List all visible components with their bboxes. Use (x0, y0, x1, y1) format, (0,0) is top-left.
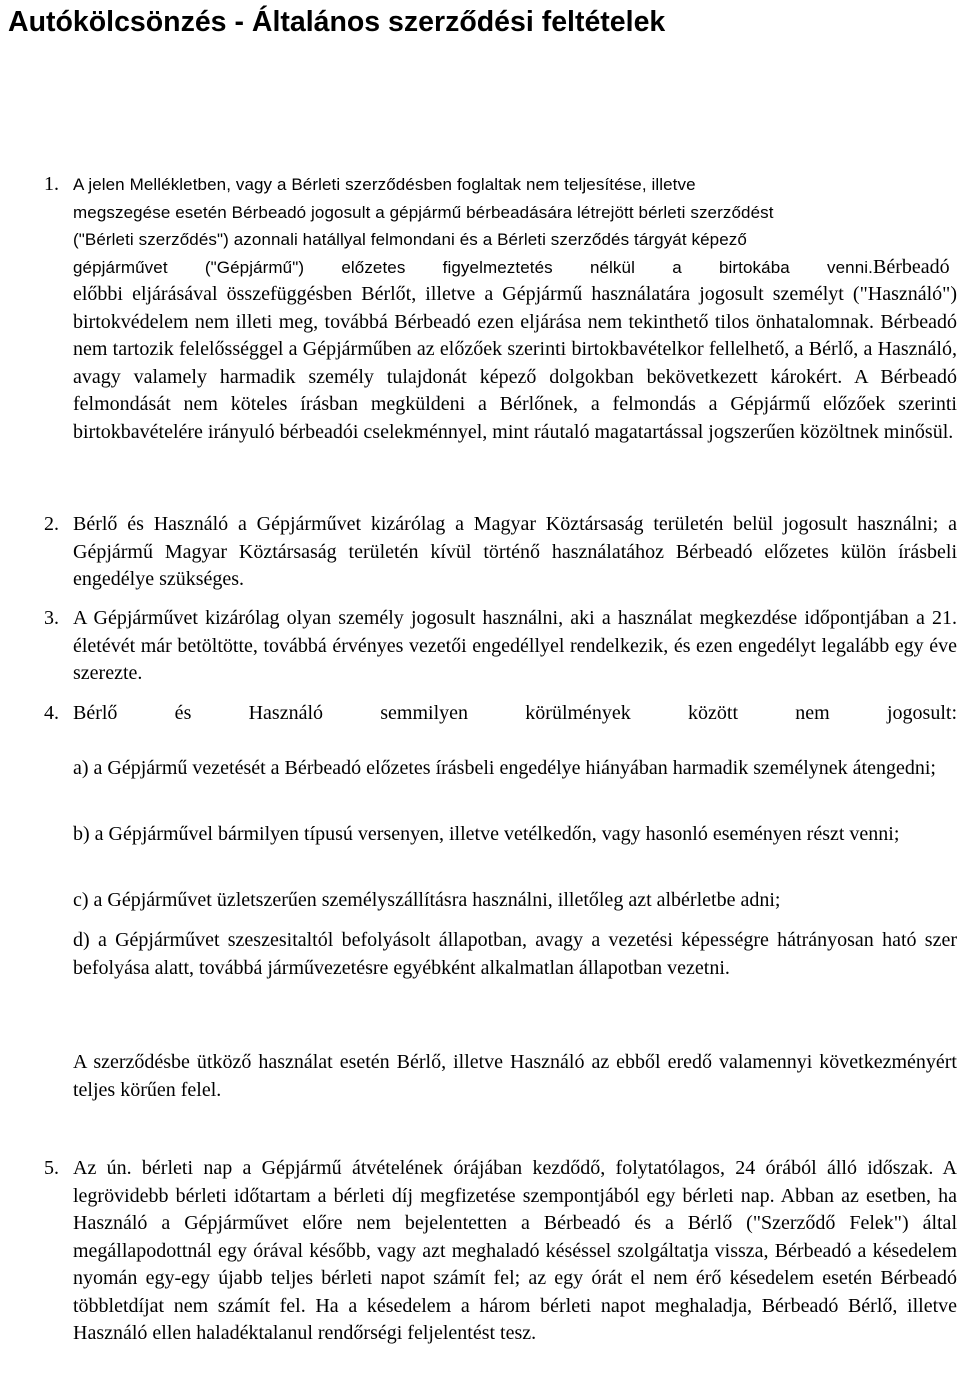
section-number: 5. (44, 1157, 59, 1179)
section-1-sans-line-2: megszegése esetén Bérbeadó jogosult a gépjármű bérbeadására létrejött bérleti szerződést (73, 202, 774, 222)
section-1-sans-line-4: gépjárművet ("Gépjármű") előzetes figyelmeztetés nélkül a birtokába venni. (73, 257, 873, 277)
section-number: 1. (44, 173, 59, 195)
section-5-text: Az ún. bérleti nap a Gépjármű átvételének órájában kezdődő, folytatólagos, 24 órából álló időszak. A legrövidebb bérleti időtartam a bérleti díj megfizetése szempontjából egy bérleti nap. Abban az esetben, ha Használó a Gépjárművet előre nem bejelentetten a Bérbeadó és a Bérlő ("Szerződő Felek") által megállapodottnál egy órával később, vagy azt meghaladó késéssel szolgáltatja vissza, Bérbeadó a késedelem nyomán egy-egy újabb teljes bérleti napot számít fel; az egy órát el nem érő késedelem esetén Bérbeadó többletdíjat nem számít fel. Ha a késedelem a három bérleti napot meghaladja, Bérbeadó Bérlő, illetve Használó ellen haladéktalanul rendőrségi feljelentést tesz. (73, 1157, 957, 1344)
section-2-text: Bérlő és Használó a Gépjárművet kizárólag a Magyar Köztársaság területén belül jogosult használni; a Gépjármű Magyar Köztársaság területén kívül történő használatához Bérbeadó előzetes külön írásbeli engedélye szükséges. (73, 513, 957, 590)
section-1-sans-line-3: ("Bérleti szerződés") azonnali hatállyal felmondani és a Bérleti szerződés tárgyát képező (73, 230, 747, 249)
section-number: 3. (44, 607, 59, 629)
document-title: Autókölcsönzés - Általános szerződési feltételek (8, 6, 666, 38)
list-item: b) a Gépjárművel bármilyen típusú versenyen, illetve vetélkedőn, vagy hasonló eseményen részt venni; (73, 823, 900, 845)
closing-paragraph: A szerződésbe ütköző használat esetén Bérlő, illetve Használó az ebből eredő valamennyi következményért teljes körűen felel. (73, 1051, 957, 1101)
list-item: a) a Gépjármű vezetését a Bérbeadó előzetes írásbeli engedélye hiányában harmadik személynek átengedni; (73, 757, 936, 779)
section-3-text: A Gépjárművet kizárólag olyan személy jogosult használni, aki a használat megkezdése időpontjában a 21. életévét már betöltötte, továbbá érvényes vezetői engedéllyel rendelkezik, és ezen engedélyt legalább egy éve szerezte. (73, 607, 957, 684)
section-4-text: Bérlő és Használó semmilyen körülmények között nem jogosult: (73, 702, 957, 724)
list-item: c) a Gépjárművet üzletszerűen személyszállításra használni, illetőleg azt albérletbe adni; (73, 889, 781, 911)
section-1-sans-line-1: A jelen Mellékletben, vagy a Bérleti szerződésben foglaltak nem teljesítése, illetve (73, 175, 696, 194)
section-number: 4. (44, 702, 59, 724)
list-item: d) a Gépjárművet szeszesitaltól befolyásolt állapotban, avagy a vezetési képességre hátrányosan ható szer befolyása alatt, továbbá járművezetésre egyébként alkalmatlan állapotban vezetni. (73, 929, 957, 979)
section-1-text: Bérbeadó előbbi eljárásával összefüggésben Bérlőt, illetve a Gépjármű használatára jogosult személyt ("Használó") birtokvédelem nem illeti meg, továbbá Bérbeadó ezen eljárása nem tekinthető tilos önhatalomnak. Bérbeadó nem tartozik felelősséggel a Gépjárműben az előzőek szerinti birtokbavételkor fellelhető, a Bérlő, a Használó, avagy valamely harmadik személy tulajdonát képező dolgokban bekövetkezett károkért. A Bérbeadó felmondását nem köteles írásban megküldeni a Bérlőnek, a felmondás a Gépjármű előzőek szerinti birtokbavételére irányuló bérbeadói cselekménnyel, mint ráutaló magatartással jogszerűen közöltnek minősül. (73, 255, 957, 443)
section-number: 2. (44, 513, 59, 535)
